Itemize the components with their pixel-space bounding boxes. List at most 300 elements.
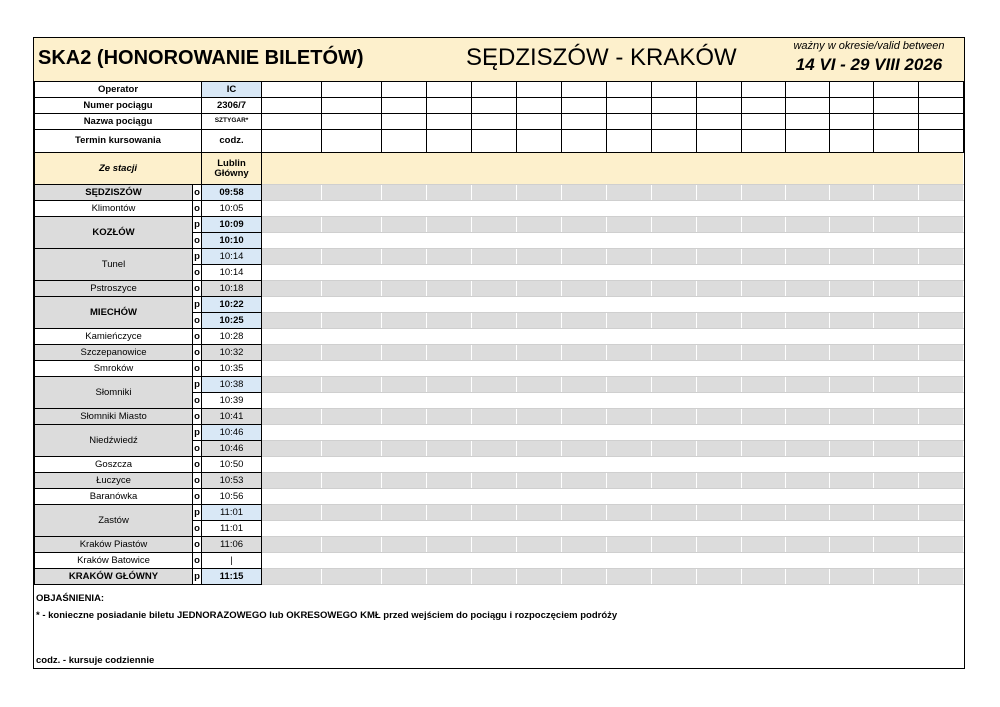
empty-train-cell bbox=[697, 521, 742, 537]
empty-train-cell bbox=[427, 505, 472, 521]
empty-train-cell bbox=[697, 553, 742, 569]
empty-train-cell bbox=[427, 201, 472, 217]
empty-train-cell bbox=[427, 537, 472, 553]
arrival-departure-flag: p bbox=[193, 217, 202, 233]
empty-train-cell bbox=[322, 185, 382, 201]
info-value: codz. bbox=[202, 130, 262, 153]
empty-train-cell bbox=[322, 457, 382, 473]
arrival-departure-flag: o bbox=[193, 409, 202, 425]
empty-train-cell bbox=[427, 425, 472, 441]
empty-train-cell bbox=[517, 130, 562, 153]
empty-train-cell bbox=[607, 114, 652, 130]
empty-train-cell bbox=[382, 201, 427, 217]
empty-train-cell bbox=[472, 441, 517, 457]
empty-train-cell bbox=[652, 233, 697, 249]
empty-train-cell bbox=[517, 441, 562, 457]
empty-train-cell bbox=[382, 537, 427, 553]
empty-train-cell bbox=[652, 82, 697, 98]
empty-train-cell bbox=[562, 457, 607, 473]
empty-train-cell bbox=[919, 457, 964, 473]
time-cell: 10:28 bbox=[202, 329, 262, 345]
empty-train-cell bbox=[262, 441, 322, 457]
empty-train-cell bbox=[322, 201, 382, 217]
empty-train-cell bbox=[652, 361, 697, 377]
empty-train-cell bbox=[830, 313, 874, 329]
empty-header-band bbox=[262, 153, 964, 185]
empty-train-cell bbox=[607, 537, 652, 553]
empty-train-cell bbox=[262, 473, 322, 489]
empty-train-cell bbox=[262, 505, 322, 521]
empty-train-cell bbox=[830, 297, 874, 313]
from-station-label: Ze stacji bbox=[35, 153, 202, 185]
empty-train-cell bbox=[919, 114, 964, 130]
empty-train-cell bbox=[786, 505, 830, 521]
empty-train-cell bbox=[472, 377, 517, 393]
empty-train-cell bbox=[382, 521, 427, 537]
empty-train-cell bbox=[742, 505, 786, 521]
empty-train-cell bbox=[427, 441, 472, 457]
empty-train-cell bbox=[874, 297, 919, 313]
station-row bbox=[35, 489, 964, 505]
station-row bbox=[35, 377, 964, 393]
empty-train-cell bbox=[874, 130, 919, 153]
empty-train-cell bbox=[786, 569, 830, 585]
empty-train-cell bbox=[472, 393, 517, 409]
empty-train-cell bbox=[322, 553, 382, 569]
station-name: Tunel bbox=[35, 249, 193, 281]
station-name: Kraków Piastów bbox=[35, 537, 193, 553]
empty-train-cell bbox=[322, 489, 382, 505]
empty-train-cell bbox=[697, 345, 742, 361]
empty-train-cell bbox=[427, 297, 472, 313]
empty-train-cell bbox=[830, 569, 874, 585]
empty-train-cell bbox=[472, 345, 517, 361]
empty-train-cell bbox=[322, 265, 382, 281]
empty-train-cell bbox=[427, 489, 472, 505]
empty-train-cell bbox=[697, 82, 742, 98]
empty-train-cell bbox=[697, 130, 742, 153]
empty-train-cell bbox=[472, 233, 517, 249]
empty-train-cell bbox=[919, 569, 964, 585]
empty-train-cell bbox=[607, 473, 652, 489]
empty-train-cell bbox=[427, 569, 472, 585]
empty-train-cell bbox=[322, 361, 382, 377]
empty-train-cell bbox=[472, 297, 517, 313]
empty-train-cell bbox=[382, 553, 427, 569]
empty-train-cell bbox=[262, 297, 322, 313]
empty-train-cell bbox=[472, 521, 517, 537]
empty-train-cell bbox=[697, 569, 742, 585]
empty-train-cell bbox=[322, 377, 382, 393]
empty-train-cell bbox=[517, 569, 562, 585]
empty-train-cell bbox=[517, 82, 562, 98]
empty-train-cell bbox=[742, 249, 786, 265]
station-name: KOZŁÓW bbox=[35, 217, 193, 249]
empty-train-cell bbox=[322, 425, 382, 441]
empty-train-cell bbox=[786, 457, 830, 473]
empty-train-cell bbox=[262, 281, 322, 297]
empty-train-cell bbox=[830, 505, 874, 521]
empty-train-cell bbox=[607, 249, 652, 265]
empty-train-cell bbox=[919, 521, 964, 537]
empty-train-cell bbox=[874, 217, 919, 233]
empty-train-cell bbox=[786, 377, 830, 393]
empty-train-cell bbox=[652, 409, 697, 425]
empty-train-cell bbox=[830, 457, 874, 473]
empty-train-cell bbox=[322, 130, 382, 153]
empty-train-cell bbox=[262, 569, 322, 585]
empty-train-cell bbox=[874, 441, 919, 457]
empty-train-cell bbox=[262, 130, 322, 153]
empty-train-cell bbox=[697, 441, 742, 457]
empty-train-cell bbox=[786, 217, 830, 233]
station-row bbox=[35, 361, 964, 377]
line-title: SKA2 (HONOROWANIE BILETÓW) bbox=[38, 47, 364, 69]
empty-train-cell bbox=[382, 457, 427, 473]
time-cell: 10:14 bbox=[202, 249, 262, 265]
empty-train-cell bbox=[742, 537, 786, 553]
empty-train-cell bbox=[262, 82, 322, 98]
empty-train-cell bbox=[517, 425, 562, 441]
empty-train-cell bbox=[262, 114, 322, 130]
empty-train-cell bbox=[786, 361, 830, 377]
empty-train-cell bbox=[382, 130, 427, 153]
empty-train-cell bbox=[919, 553, 964, 569]
station-row bbox=[35, 185, 964, 201]
empty-train-cell bbox=[697, 505, 742, 521]
empty-train-cell bbox=[786, 313, 830, 329]
empty-train-cell bbox=[472, 217, 517, 233]
empty-train-cell bbox=[562, 249, 607, 265]
empty-train-cell bbox=[262, 201, 322, 217]
empty-train-cell bbox=[652, 425, 697, 441]
time-cell: 10:32 bbox=[202, 345, 262, 361]
empty-train-cell bbox=[742, 265, 786, 281]
empty-train-cell bbox=[652, 217, 697, 233]
empty-train-cell bbox=[697, 409, 742, 425]
empty-train-cell bbox=[382, 98, 427, 114]
empty-train-cell bbox=[427, 265, 472, 281]
empty-train-cell bbox=[697, 185, 742, 201]
station-name: Niedźwiedź bbox=[35, 425, 193, 457]
empty-train-cell bbox=[472, 265, 517, 281]
empty-train-cell bbox=[874, 569, 919, 585]
empty-train-cell bbox=[919, 201, 964, 217]
empty-train-cell bbox=[786, 553, 830, 569]
empty-train-cell bbox=[472, 473, 517, 489]
station-name: Smroków bbox=[35, 361, 193, 377]
arrival-departure-flag: p bbox=[193, 377, 202, 393]
empty-train-cell bbox=[742, 217, 786, 233]
station-row bbox=[35, 345, 964, 361]
empty-train-cell bbox=[427, 473, 472, 489]
time-cell: 09:58 bbox=[202, 185, 262, 201]
empty-train-cell bbox=[786, 345, 830, 361]
empty-train-cell bbox=[830, 217, 874, 233]
route-title: SĘDZISZÓW - KRAKÓW bbox=[466, 44, 737, 71]
empty-train-cell bbox=[874, 553, 919, 569]
arrival-departure-flag: o bbox=[193, 521, 202, 537]
arrival-departure-flag: o bbox=[193, 345, 202, 361]
empty-train-cell bbox=[830, 409, 874, 425]
station-name: Zastów bbox=[35, 505, 193, 537]
empty-train-cell bbox=[874, 114, 919, 130]
empty-train-cell bbox=[697, 329, 742, 345]
empty-train-cell bbox=[697, 297, 742, 313]
empty-train-cell bbox=[562, 441, 607, 457]
empty-train-cell bbox=[830, 393, 874, 409]
empty-train-cell bbox=[607, 265, 652, 281]
empty-train-cell bbox=[322, 281, 382, 297]
empty-train-cell bbox=[562, 329, 607, 345]
empty-train-cell bbox=[472, 409, 517, 425]
arrival-departure-flag: o bbox=[193, 457, 202, 473]
station-row bbox=[35, 409, 964, 425]
station-name: Kamieńczyce bbox=[35, 329, 193, 345]
empty-train-cell bbox=[427, 345, 472, 361]
empty-train-cell bbox=[262, 521, 322, 537]
from-station-line1: Lublin bbox=[217, 158, 246, 169]
empty-train-cell bbox=[517, 329, 562, 345]
empty-train-cell bbox=[607, 441, 652, 457]
empty-train-cell bbox=[697, 425, 742, 441]
empty-train-cell bbox=[652, 329, 697, 345]
arrival-departure-flag: o bbox=[193, 329, 202, 345]
empty-train-cell bbox=[697, 114, 742, 130]
empty-train-cell bbox=[517, 409, 562, 425]
station-row bbox=[35, 329, 964, 345]
empty-train-cell bbox=[874, 521, 919, 537]
empty-train-cell bbox=[517, 377, 562, 393]
arrival-departure-flag: o bbox=[193, 233, 202, 249]
empty-train-cell bbox=[919, 265, 964, 281]
empty-train-cell bbox=[874, 265, 919, 281]
station-row bbox=[35, 297, 964, 313]
empty-train-cell bbox=[652, 377, 697, 393]
empty-train-cell bbox=[517, 217, 562, 233]
empty-train-cell bbox=[562, 233, 607, 249]
empty-train-cell bbox=[472, 281, 517, 297]
empty-train-cell bbox=[874, 233, 919, 249]
empty-train-cell bbox=[919, 345, 964, 361]
time-cell: 11:01 bbox=[202, 521, 262, 537]
empty-train-cell bbox=[382, 185, 427, 201]
empty-train-cell bbox=[742, 377, 786, 393]
empty-train-cell bbox=[562, 489, 607, 505]
empty-train-cell bbox=[652, 249, 697, 265]
empty-train-cell bbox=[427, 130, 472, 153]
empty-train-cell bbox=[322, 313, 382, 329]
empty-train-cell bbox=[322, 217, 382, 233]
empty-train-cell bbox=[742, 281, 786, 297]
empty-train-cell bbox=[830, 345, 874, 361]
arrival-departure-flag: o bbox=[193, 441, 202, 457]
empty-train-cell bbox=[262, 553, 322, 569]
empty-train-cell bbox=[562, 201, 607, 217]
empty-train-cell bbox=[562, 313, 607, 329]
empty-train-cell bbox=[874, 457, 919, 473]
empty-train-cell bbox=[607, 393, 652, 409]
empty-train-cell bbox=[742, 82, 786, 98]
empty-train-cell bbox=[517, 297, 562, 313]
empty-train-cell bbox=[262, 377, 322, 393]
empty-train-cell bbox=[830, 377, 874, 393]
arrival-departure-flag: p bbox=[193, 297, 202, 313]
empty-train-cell bbox=[262, 185, 322, 201]
station-row bbox=[35, 569, 964, 585]
empty-train-cell bbox=[517, 281, 562, 297]
empty-train-cell bbox=[607, 361, 652, 377]
info-label: Termin kursowania bbox=[35, 130, 202, 153]
empty-train-cell bbox=[830, 521, 874, 537]
empty-train-cell bbox=[652, 297, 697, 313]
empty-train-cell bbox=[427, 249, 472, 265]
station-row bbox=[35, 457, 964, 473]
empty-train-cell bbox=[874, 98, 919, 114]
station-row bbox=[35, 473, 964, 489]
empty-train-cell bbox=[517, 265, 562, 281]
empty-train-cell bbox=[607, 130, 652, 153]
empty-train-cell bbox=[517, 489, 562, 505]
empty-train-cell bbox=[262, 457, 322, 473]
empty-train-cell bbox=[562, 553, 607, 569]
time-cell: 11:15 bbox=[202, 569, 262, 585]
empty-train-cell bbox=[607, 185, 652, 201]
empty-train-cell bbox=[562, 377, 607, 393]
empty-train-cell bbox=[786, 473, 830, 489]
empty-train-cell bbox=[607, 233, 652, 249]
empty-train-cell bbox=[322, 473, 382, 489]
time-cell: 10:41 bbox=[202, 409, 262, 425]
time-cell: | bbox=[202, 553, 262, 569]
empty-train-cell bbox=[607, 409, 652, 425]
empty-train-cell bbox=[742, 489, 786, 505]
empty-train-cell bbox=[874, 185, 919, 201]
arrival-departure-flag: o bbox=[193, 393, 202, 409]
note-ticket-requirement: * - konieczne posiadanie biletu JEDNORAZOWEGO lub OKRESOWEGO KMŁ przed wejściem do pociągu i rozpoczęciem podróży bbox=[36, 610, 618, 621]
empty-train-cell bbox=[382, 377, 427, 393]
empty-train-cell bbox=[562, 425, 607, 441]
empty-train-cell bbox=[742, 329, 786, 345]
station-name: KRAKÓW GŁÓWNY bbox=[35, 569, 193, 585]
empty-train-cell bbox=[382, 217, 427, 233]
empty-train-cell bbox=[652, 553, 697, 569]
empty-train-cell bbox=[562, 98, 607, 114]
station-name: MIECHÓW bbox=[35, 297, 193, 329]
empty-train-cell bbox=[472, 185, 517, 201]
empty-train-cell bbox=[427, 233, 472, 249]
empty-train-cell bbox=[697, 393, 742, 409]
info-label: Numer pociągu bbox=[35, 98, 202, 114]
empty-train-cell bbox=[652, 201, 697, 217]
empty-train-cell bbox=[874, 425, 919, 441]
station-name: Goszcza bbox=[35, 457, 193, 473]
empty-train-cell bbox=[382, 361, 427, 377]
empty-train-cell bbox=[874, 281, 919, 297]
empty-train-cell bbox=[607, 425, 652, 441]
empty-train-cell bbox=[874, 489, 919, 505]
empty-train-cell bbox=[652, 345, 697, 361]
empty-train-cell bbox=[919, 82, 964, 98]
empty-train-cell bbox=[607, 281, 652, 297]
station-row bbox=[35, 425, 964, 441]
empty-train-cell bbox=[562, 185, 607, 201]
empty-train-cell bbox=[697, 201, 742, 217]
station-row bbox=[35, 537, 964, 553]
empty-train-cell bbox=[830, 98, 874, 114]
empty-train-cell bbox=[742, 114, 786, 130]
empty-train-cell bbox=[652, 537, 697, 553]
empty-train-cell bbox=[652, 281, 697, 297]
empty-train-cell bbox=[697, 537, 742, 553]
timetable-grid bbox=[34, 81, 964, 585]
time-cell: 10:46 bbox=[202, 441, 262, 457]
empty-train-cell bbox=[562, 361, 607, 377]
empty-train-cell bbox=[786, 114, 830, 130]
arrival-departure-flag: o bbox=[193, 473, 202, 489]
empty-train-cell bbox=[382, 297, 427, 313]
empty-train-cell bbox=[562, 281, 607, 297]
empty-train-cell bbox=[382, 393, 427, 409]
empty-train-cell bbox=[562, 537, 607, 553]
station-row bbox=[35, 505, 964, 521]
empty-train-cell bbox=[652, 521, 697, 537]
empty-train-cell bbox=[607, 489, 652, 505]
empty-train-cell bbox=[382, 233, 427, 249]
empty-train-cell bbox=[742, 313, 786, 329]
empty-train-cell bbox=[427, 185, 472, 201]
station-row bbox=[35, 553, 964, 569]
empty-train-cell bbox=[427, 361, 472, 377]
empty-train-cell bbox=[742, 473, 786, 489]
empty-train-cell bbox=[786, 265, 830, 281]
empty-train-cell bbox=[382, 473, 427, 489]
empty-train-cell bbox=[742, 553, 786, 569]
empty-train-cell bbox=[919, 473, 964, 489]
empty-train-cell bbox=[427, 114, 472, 130]
empty-train-cell bbox=[517, 553, 562, 569]
empty-train-cell bbox=[786, 98, 830, 114]
empty-train-cell bbox=[874, 393, 919, 409]
empty-train-cell bbox=[830, 473, 874, 489]
empty-train-cell bbox=[786, 393, 830, 409]
empty-train-cell bbox=[472, 457, 517, 473]
empty-train-cell bbox=[919, 313, 964, 329]
empty-train-cell bbox=[322, 98, 382, 114]
arrival-departure-flag: o bbox=[193, 553, 202, 569]
empty-train-cell bbox=[472, 249, 517, 265]
empty-train-cell bbox=[830, 233, 874, 249]
empty-train-cell bbox=[874, 377, 919, 393]
empty-train-cell bbox=[742, 98, 786, 114]
empty-train-cell bbox=[427, 457, 472, 473]
empty-train-cell bbox=[472, 114, 517, 130]
empty-train-cell bbox=[652, 185, 697, 201]
empty-train-cell bbox=[830, 553, 874, 569]
empty-train-cell bbox=[262, 537, 322, 553]
empty-train-cell bbox=[874, 249, 919, 265]
empty-train-cell bbox=[697, 361, 742, 377]
empty-train-cell bbox=[517, 345, 562, 361]
empty-train-cell bbox=[322, 297, 382, 313]
empty-train-cell bbox=[382, 409, 427, 425]
empty-train-cell bbox=[830, 441, 874, 457]
empty-train-cell bbox=[322, 537, 382, 553]
arrival-departure-flag: o bbox=[193, 313, 202, 329]
empty-train-cell bbox=[382, 249, 427, 265]
from-station-value bbox=[202, 153, 262, 185]
empty-train-cell bbox=[742, 345, 786, 361]
